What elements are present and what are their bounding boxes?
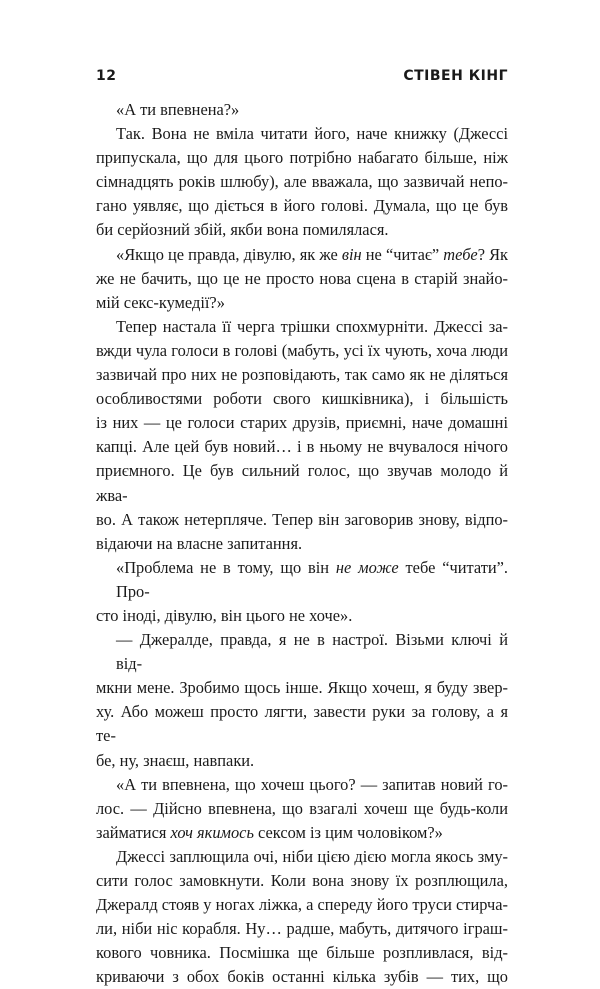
text-line xyxy=(96,676,508,700)
text-run: «Якщо це правда, дівулю, як же xyxy=(116,244,342,264)
body-text xyxy=(96,98,508,989)
text-run: Тепер настала її черга трішки спохмурніти. Джессі за- xyxy=(116,316,508,336)
italic-text: хоч якимось xyxy=(170,822,254,842)
text-run: вжди чула голоси в голові (мабуть, усі їх чують, хоча люди xyxy=(96,340,508,360)
italic-text: не може xyxy=(335,557,399,577)
text-line xyxy=(96,941,508,965)
text-line xyxy=(96,845,508,869)
text-run: же не бачить, що це не просто нова сцена в старій знайо- xyxy=(96,268,508,288)
text-run: лос. — Дійсно впевнена, що взагалі хочеш ще будь-коли xyxy=(96,798,508,818)
text-line xyxy=(96,122,508,146)
text-run: би серйозний збій, якби вона помилялася. xyxy=(96,220,389,240)
text-line xyxy=(96,218,508,242)
text-line xyxy=(96,893,508,917)
paragraph xyxy=(96,773,508,845)
italic-text: він xyxy=(341,244,362,264)
text-line xyxy=(96,194,508,218)
text-run: Так. Вона не вміла читати його, наче книжку (Джессі xyxy=(116,124,508,144)
text-run: тебе “читати”. Про- xyxy=(116,557,509,601)
text-run: мій секс-кумедії?» xyxy=(96,292,225,312)
text-run: сто іноді, дівулю, він цього не хоче». xyxy=(96,605,353,625)
text-run: сити голос замовкнути. Коли вона знову їх розплющила, xyxy=(96,871,508,890)
text-line xyxy=(96,869,508,893)
text-run: приємного. Це був сильний голос, що звучав молодо й жва- xyxy=(96,461,508,505)
text-line xyxy=(96,387,508,411)
text-run: ли, ніби ніс корабля. Ну… радше, мабуть, дитячого іграш- xyxy=(96,919,508,939)
text-run: із них — це голоси старих друзів, приємні, наче домашні xyxy=(96,413,508,433)
text-run: «А ти впевнена?» xyxy=(116,100,240,119)
text-line xyxy=(96,363,508,387)
text-run: капці. Але цей був новий… і в ньому не вчувалося нічого xyxy=(96,437,508,457)
text-line xyxy=(96,291,508,315)
text-run: кового човника. Посмішка ще більше розпливлася, від- xyxy=(96,943,508,963)
text-line xyxy=(96,821,508,845)
text-run: «Проблема не в тому, що він xyxy=(116,557,336,577)
paragraph xyxy=(96,98,508,122)
text-run: сексом із цим чоловіком?» xyxy=(253,822,443,842)
text-run: припускала, що для цього потрібно набагато більше, ніж xyxy=(96,148,508,168)
page-number: 12 xyxy=(96,68,117,84)
text-line xyxy=(96,965,508,989)
text-run: відаючи на власне запитання. xyxy=(96,533,303,553)
text-line xyxy=(96,773,508,797)
text-line xyxy=(96,700,508,748)
text-run: особливостями роботи свого кишківника), і більшість xyxy=(96,389,508,409)
text-line xyxy=(96,98,508,122)
italic-text: тебе xyxy=(443,244,478,264)
text-run: мкни мене. Зробимо щось інше. Якщо хочеш, я буду звер- xyxy=(96,678,508,698)
text-line xyxy=(96,797,508,821)
text-run: криваючи з обох боків останні кілька зубів — тих, що xyxy=(96,967,508,987)
paragraph xyxy=(96,845,508,989)
text-run: Джессі заплющила очі, ніби цією дією могла якось зму- xyxy=(116,846,508,866)
running-head-author: СТІВЕН КІНГ xyxy=(403,68,508,84)
text-run: зазвичай про них не розповідають, так само як не діляться xyxy=(96,365,508,385)
text-run: гано уявляє, що діється в його голові. Думала, що це був xyxy=(96,196,508,216)
paragraph xyxy=(96,556,508,628)
text-run: Джералд стояв у ногах ліжка, а спереду його труси стирча- xyxy=(96,895,508,915)
text-run: бе, ну, знаєш, навпаки. xyxy=(96,750,255,770)
text-line xyxy=(96,604,508,628)
paragraph xyxy=(96,315,508,556)
text-run: не “читає” xyxy=(361,244,444,264)
text-line xyxy=(96,917,508,941)
paragraph xyxy=(96,122,508,242)
text-line xyxy=(96,339,508,363)
text-line xyxy=(96,243,508,267)
paragraph xyxy=(96,628,508,773)
text-run: сімнадцять років шлюбу), але вважала, що зазвичай непо- xyxy=(96,172,508,192)
text-line xyxy=(96,556,508,604)
page-header xyxy=(96,68,508,88)
text-line xyxy=(96,459,508,507)
text-line xyxy=(96,170,508,194)
text-line xyxy=(96,749,508,773)
text-line xyxy=(96,508,508,532)
text-run: ? Як xyxy=(477,244,508,264)
text-run: — Джералде, правда, я не в настрої. Візьми ключі й від- xyxy=(116,630,508,674)
text-line xyxy=(96,411,508,435)
paragraph xyxy=(96,243,508,315)
text-line xyxy=(96,267,508,291)
text-line xyxy=(96,315,508,339)
text-line xyxy=(96,146,508,170)
text-line xyxy=(96,435,508,459)
text-run: «А ти впевнена, що хочеш цього? — запитав новий го- xyxy=(116,774,508,794)
text-run: займатися xyxy=(96,822,171,842)
text-run: ху. Або можеш просто лягти, завести руки за голову, а я те- xyxy=(96,702,508,746)
text-run: во. А також нетерпляче. Тепер він заговорив знову, відпо- xyxy=(96,509,508,529)
text-line xyxy=(96,628,508,676)
text-line xyxy=(96,532,508,556)
